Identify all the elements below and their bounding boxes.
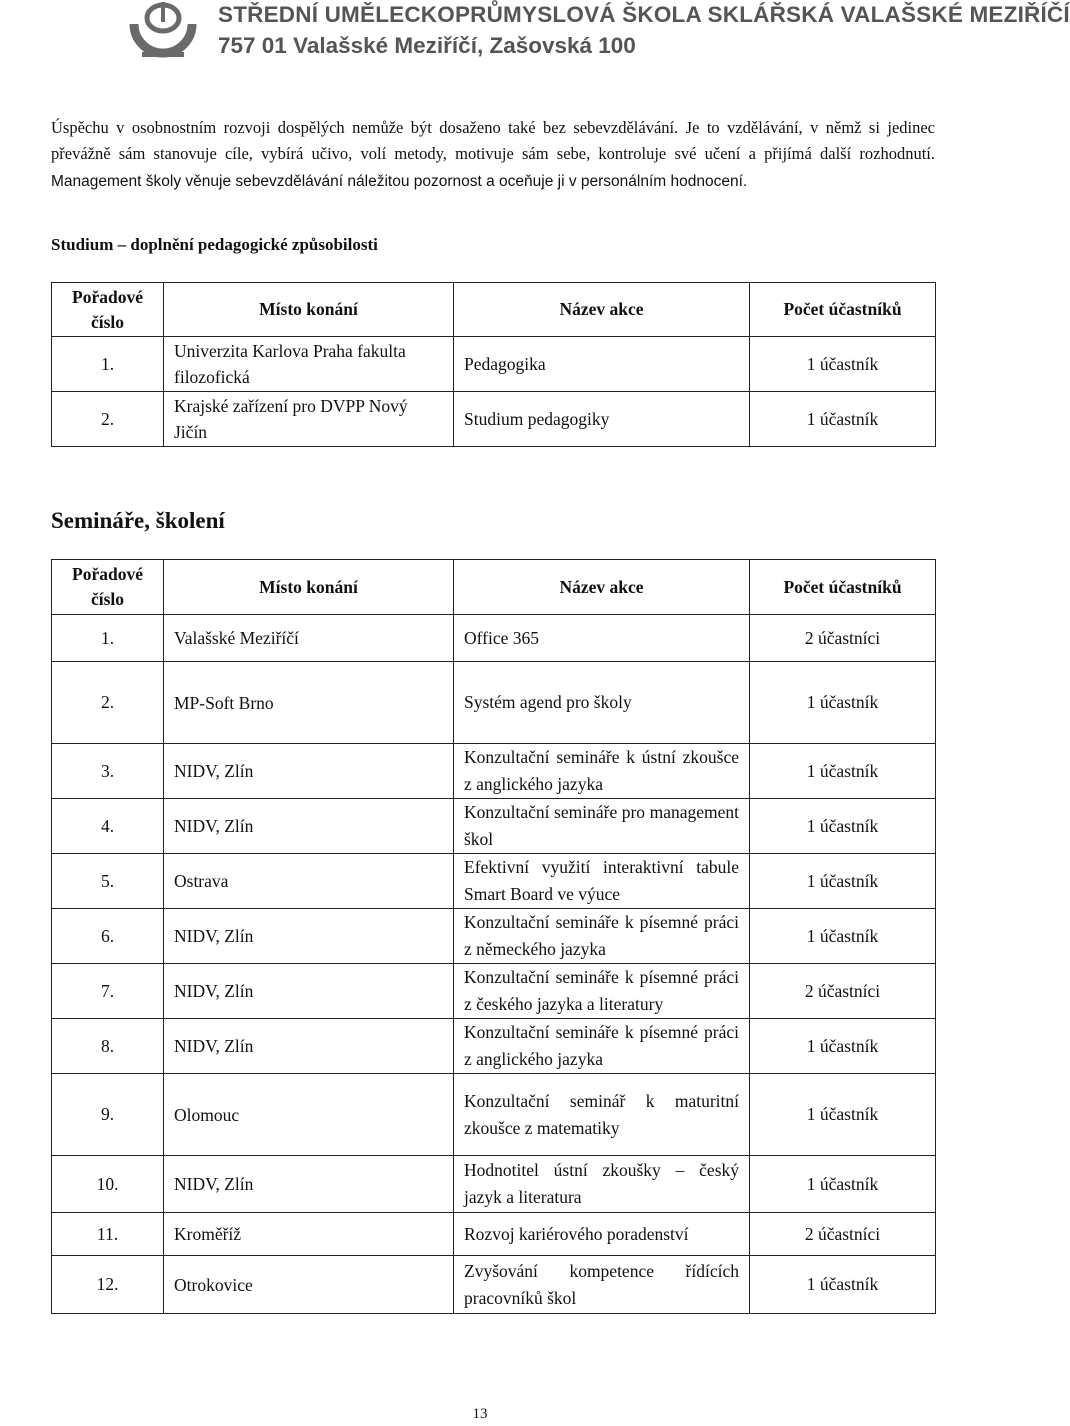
school-name: STŘEDNÍ UMĚLECKOPRŮMYSLOVÁ ŠKOLA SKLÁŘSKÁ VALAŠSKÉ MEZIŘÍČÍ bbox=[218, 2, 1070, 27]
row-place: NIDV, Zlín bbox=[164, 799, 454, 854]
row-name: Zvyšování kompetence řídících pracovníků škol bbox=[454, 1256, 750, 1314]
table-row bbox=[52, 1074, 936, 1156]
table-row bbox=[52, 909, 936, 964]
row-place: NIDV, Zlín bbox=[164, 1156, 454, 1213]
row-number: 6. bbox=[52, 909, 164, 964]
row-name: Studium pedagogiky bbox=[454, 392, 750, 447]
row-place: MP-Soft Brno bbox=[164, 662, 454, 744]
row-number: 11. bbox=[52, 1213, 164, 1256]
row-count: 2 účastníci bbox=[750, 964, 936, 1019]
table-row bbox=[52, 392, 936, 447]
page-header bbox=[0, 0, 1070, 70]
row-count: 1 účastník bbox=[750, 909, 936, 964]
row-number: 2. bbox=[52, 392, 164, 447]
column-header-number: Pořadové číslo bbox=[52, 283, 164, 337]
row-number: 1. bbox=[52, 337, 164, 392]
table-row bbox=[52, 662, 936, 744]
table-row bbox=[52, 1019, 936, 1074]
intro-text-part2: Management školy věnuje sebevzdělávání náležitou pozornost a oceňuje ji v personálním hodnocení. bbox=[51, 173, 748, 190]
row-number: 2. bbox=[52, 662, 164, 744]
row-name: Office 365 bbox=[454, 615, 750, 662]
seminars-table bbox=[51, 559, 936, 1314]
seminars-heading: Semináře, školení bbox=[51, 508, 225, 533]
row-name: Systém agend pro školy bbox=[454, 662, 750, 744]
table-row bbox=[52, 799, 936, 854]
table-row bbox=[52, 1213, 936, 1256]
row-number: 10. bbox=[52, 1156, 164, 1213]
column-header-place: Místo konání bbox=[164, 283, 454, 337]
table-header-row bbox=[52, 560, 936, 615]
row-count: 1 účastník bbox=[750, 662, 936, 744]
row-name: Rozvoj kariérového poradenství bbox=[454, 1213, 750, 1256]
row-number: 4. bbox=[52, 799, 164, 854]
row-place: Ostrava bbox=[164, 854, 454, 909]
row-name: Efektivní využití interaktivní tabule Smart Board ve výuce bbox=[454, 854, 750, 909]
row-name: Konzultační semináře pro management škol bbox=[454, 799, 750, 854]
row-number: 8. bbox=[52, 1019, 164, 1074]
row-name: Konzultační semináře k písemné práci z německého jazyka bbox=[454, 909, 750, 964]
table-row bbox=[52, 1256, 936, 1314]
row-count: 2 účastníci bbox=[750, 1213, 936, 1256]
row-number: 9. bbox=[52, 1074, 164, 1156]
row-count: 1 účastník bbox=[750, 1156, 936, 1213]
column-header-name: Název akce bbox=[454, 560, 750, 615]
row-count: 1 účastník bbox=[750, 337, 936, 392]
row-count: 2 účastníci bbox=[750, 615, 936, 662]
study-heading: Studium – doplnění pedagogické způsobilosti bbox=[51, 235, 378, 254]
row-count: 1 účastník bbox=[750, 1074, 936, 1156]
row-place: Valašské Meziříčí bbox=[164, 615, 454, 662]
row-count: 1 účastník bbox=[750, 854, 936, 909]
row-place: Olomouc bbox=[164, 1074, 454, 1156]
school-address: 757 01 Valašské Meziříčí, Zašovská 100 bbox=[218, 33, 636, 58]
row-place: Otrokovice bbox=[164, 1256, 454, 1314]
table-row bbox=[52, 744, 936, 799]
row-place: NIDV, Zlín bbox=[164, 909, 454, 964]
row-name: Konzultační semináře k písemné práci z českého jazyka a literatury bbox=[454, 964, 750, 1019]
school-logo-icon bbox=[128, 2, 198, 62]
row-name: Konzultační semináře k ústní zkoušce z anglického jazyka bbox=[454, 744, 750, 799]
row-place: Univerzita Karlova Praha fakulta filozofická bbox=[164, 337, 454, 392]
row-place: Krajské zařízení pro DVPP Nový Jičín bbox=[164, 392, 454, 447]
study-table bbox=[51, 282, 936, 447]
row-count: 1 účastník bbox=[750, 799, 936, 854]
intro-paragraph bbox=[51, 115, 935, 195]
row-number: 5. bbox=[52, 854, 164, 909]
row-count: 1 účastník bbox=[750, 1256, 936, 1314]
row-number: 7. bbox=[52, 964, 164, 1019]
row-place: NIDV, Zlín bbox=[164, 1019, 454, 1074]
table-row bbox=[52, 854, 936, 909]
row-count: 1 účastník bbox=[750, 392, 936, 447]
row-number: 12. bbox=[52, 1256, 164, 1314]
table-header-row bbox=[52, 283, 936, 337]
row-number: 3. bbox=[52, 744, 164, 799]
row-count: 1 účastník bbox=[750, 744, 936, 799]
row-name: Konzultační semináře k písemné práci z anglického jazyka bbox=[454, 1019, 750, 1074]
row-name: Hodnotitel ústní zkoušky – český jazyk a literatura bbox=[454, 1156, 750, 1213]
row-number: 1. bbox=[52, 615, 164, 662]
row-place: Kroměříž bbox=[164, 1213, 454, 1256]
row-place: NIDV, Zlín bbox=[164, 744, 454, 799]
row-name: Pedagogika bbox=[454, 337, 750, 392]
column-header-count: Počet účastníků bbox=[750, 560, 936, 615]
row-place: NIDV, Zlín bbox=[164, 964, 454, 1019]
column-header-count: Počet účastníků bbox=[750, 283, 936, 337]
table-row bbox=[52, 337, 936, 392]
column-header-place: Místo konání bbox=[164, 560, 454, 615]
column-header-name: Název akce bbox=[454, 283, 750, 337]
row-name: Konzultační seminář k maturitní zkoušce z matematiky bbox=[454, 1074, 750, 1156]
table-row bbox=[52, 1156, 936, 1213]
table-row bbox=[52, 964, 936, 1019]
row-count: 1 účastník bbox=[750, 1019, 936, 1074]
table-row bbox=[52, 615, 936, 662]
page-number: 13 bbox=[472, 1406, 488, 1422]
intro-text-part1: Úspěchu v osobnostním rozvoji dospělých nemůže být dosaženo také bez sebevzdělávání. Je to vzdělávání, v němž si jedinec převážně sám stanovuje cíle, vybírá učivo, volí metody, motivuje sám sebe, kontroluje své učení a přijímá další rozhodnutí. bbox=[51, 118, 935, 163]
column-header-number: Pořadové číslo bbox=[52, 560, 164, 615]
